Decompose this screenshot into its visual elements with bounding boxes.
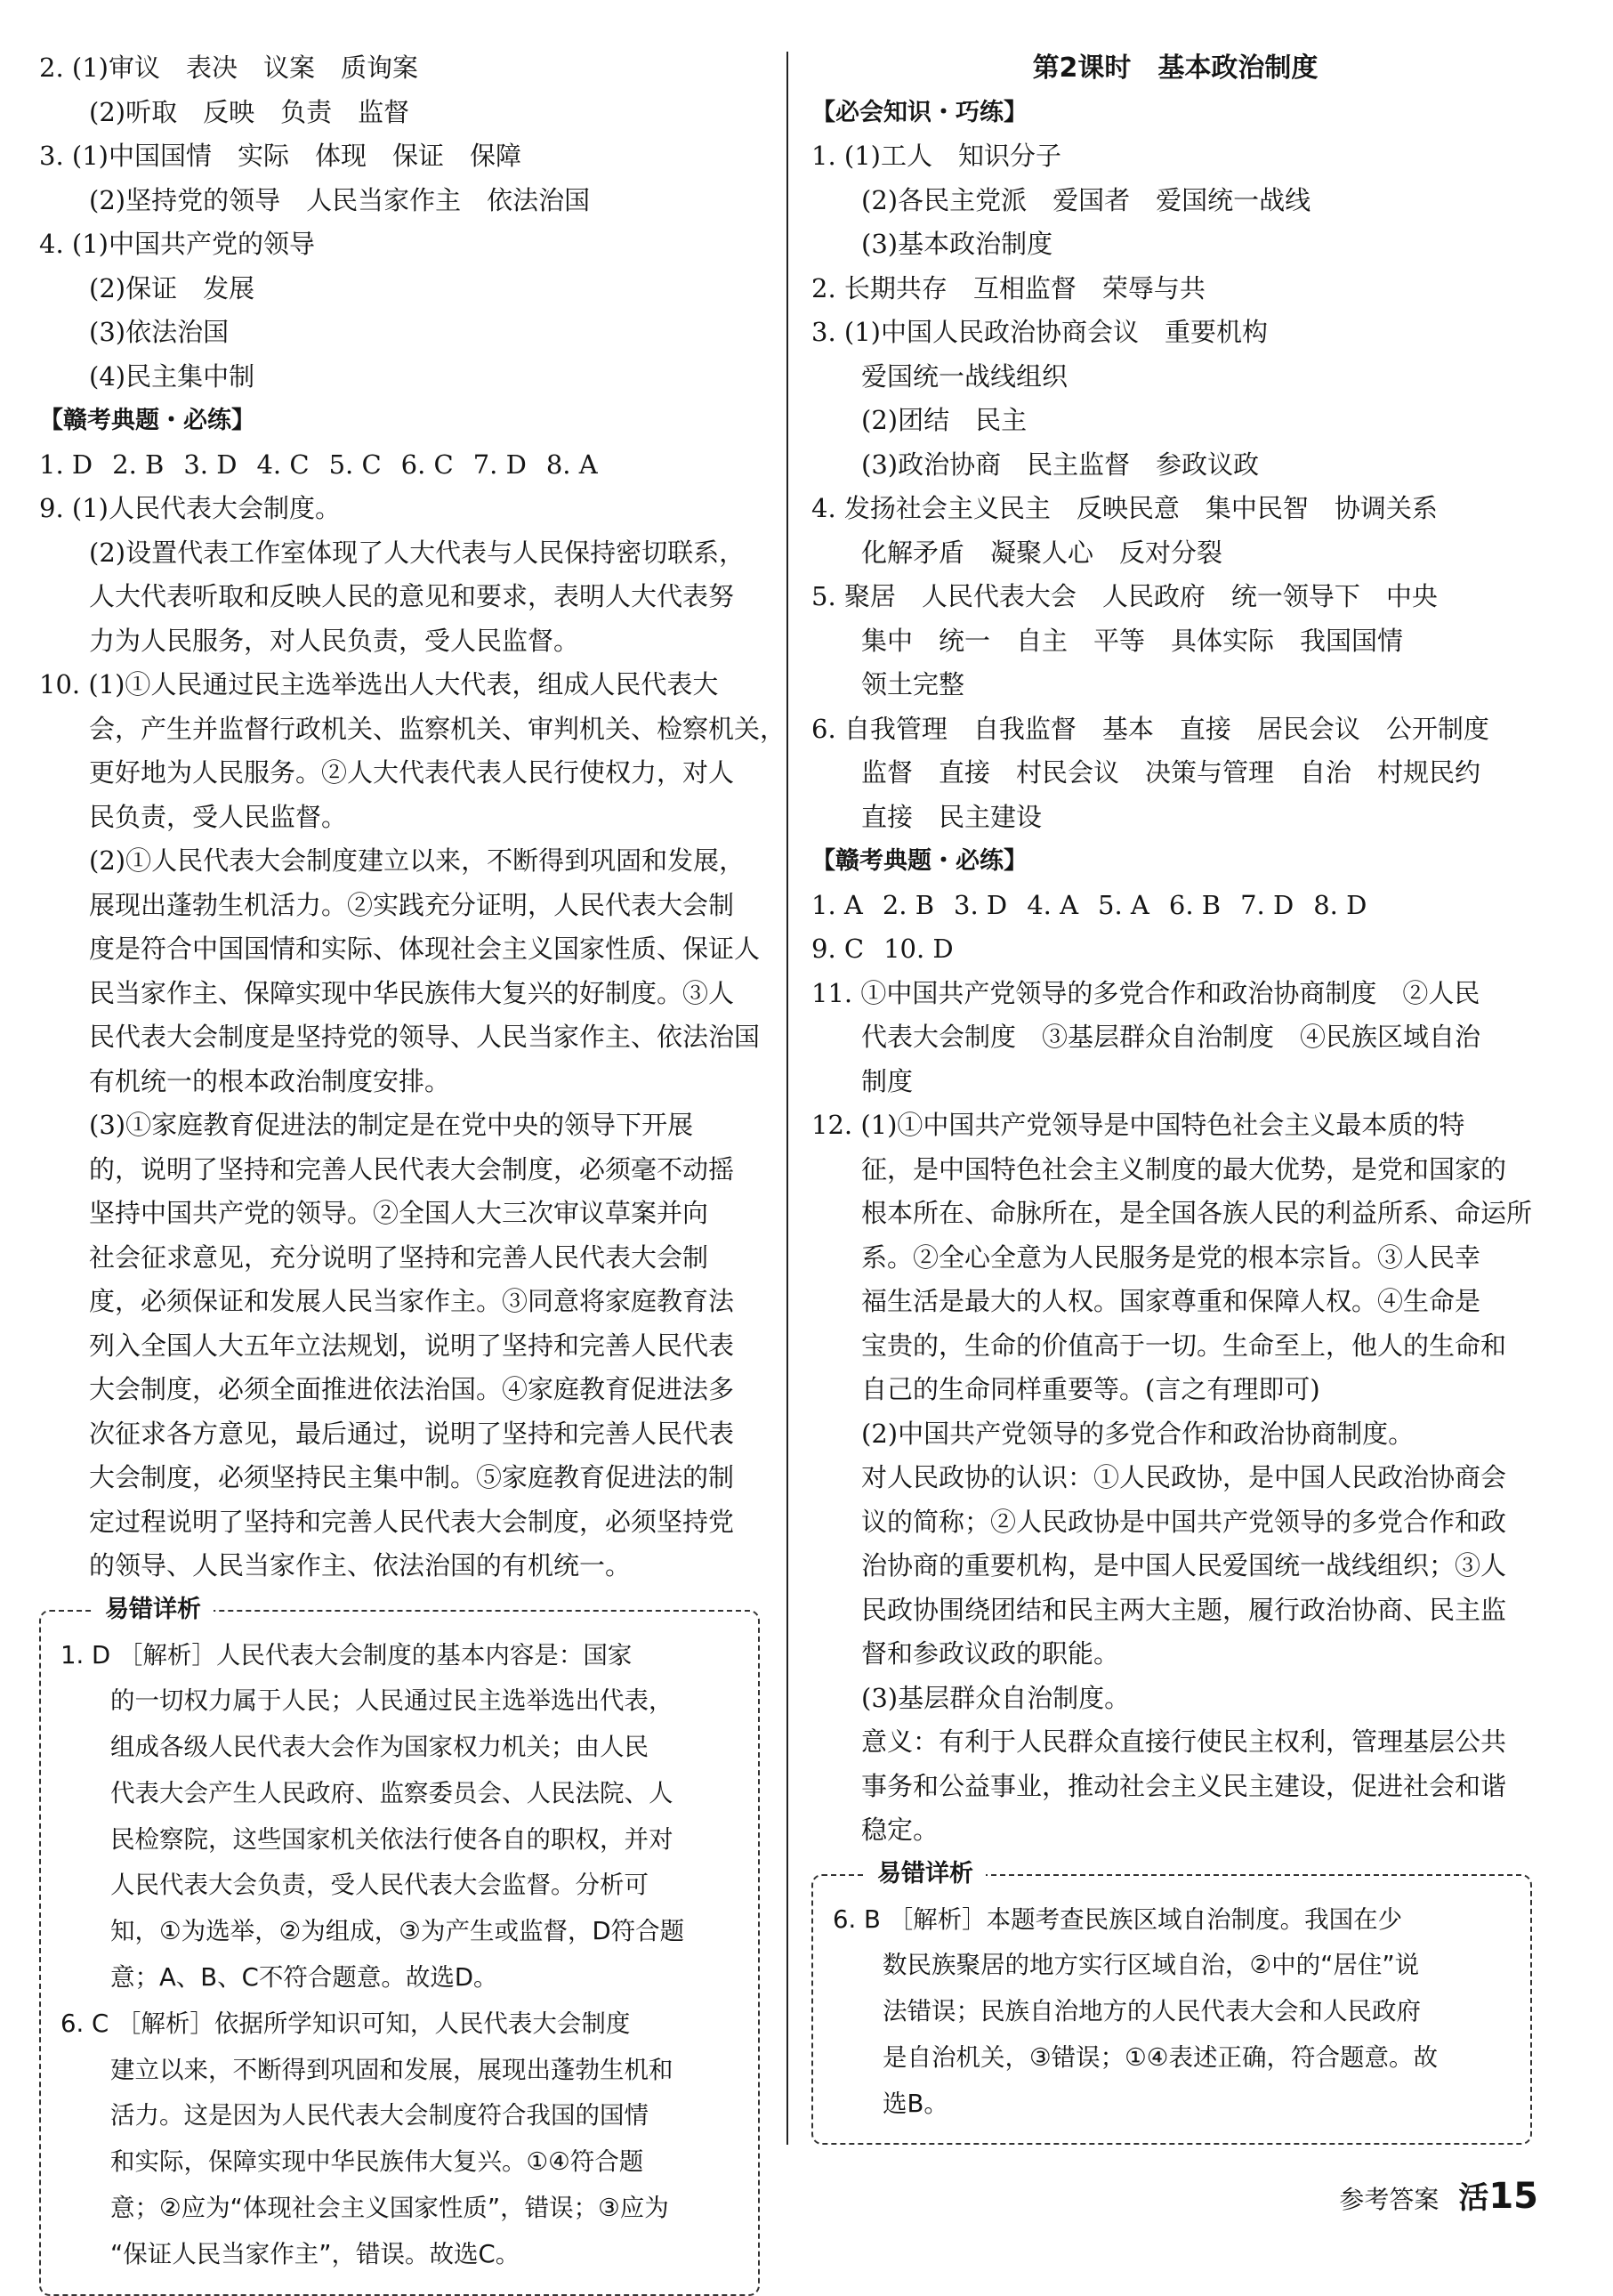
left-q4-line-c: (3)依法治国: [89, 317, 230, 347]
right-q12-line: 自己的生命同样重要等。(言之有理即可): [861, 1374, 1320, 1404]
right-q11-line: 制度: [861, 1065, 914, 1096]
left-q10-line: 次征求各方意见，最后通过，说明了坚持和完善人民代表: [89, 1418, 735, 1449]
lesson-title: 第2课时 基本政治制度: [1032, 53, 1319, 84]
right-q12-line: 议的简称；②人民政协是中国共产党领导的多党合作和政: [861, 1506, 1507, 1537]
left-mc-answers: 1. D 2. B 3. D 4. C 5. C 6. C 7. D 8. A: [39, 449, 598, 480]
left-error-analysis-title: 易错详析: [93, 1594, 214, 1626]
left-q9-line-3: 力为人民服务，对人民负责，受人民监督。: [89, 625, 580, 656]
right-q6-line-b: 监督 直接 村民会议 决策与管理 自治 村规民约: [861, 757, 1481, 788]
left-q10-line: 有机统一的根本政治制度安排。: [89, 1065, 451, 1096]
right-note-line: 选B。: [883, 2089, 948, 2118]
left-q10-line: 定过程说明了坚持和完善人民代表大会制度，必须坚持党: [89, 1506, 735, 1537]
right-q12-line: 根本所在、命脉所在，是全国各族人民的利益所系、命运所: [861, 1198, 1533, 1228]
right-q3-line-b: 爱国统一战线组织: [861, 360, 1069, 392]
right-q5-line-a: 5. 聚居 人民代表大会 人民政府 统一领导下 中央: [811, 581, 1438, 611]
right-q3-line-a: 3. (1)中国人民政治协商会议 重要机构: [811, 317, 1268, 347]
left-q10-line: 大会制度，必须全面推进依法治国。④家庭教育促进法多: [89, 1374, 735, 1404]
right-mc-answers-row2: 9. C 10. D: [811, 934, 954, 964]
right-q2-line-a: 2. 长期共存 互相监督 荣辱与共: [811, 272, 1206, 303]
left-q10-line: 会，产生并监督行政机关、监察机关、审判机关、检察机关，: [89, 713, 786, 744]
column-divider: [786, 52, 788, 2145]
right-q12-line: 治协商的重要机构，是中国人民爱国统一战线组织；③人: [861, 1550, 1507, 1581]
right-q6-line-a: 6. 自我管理 自我监督 基本 直接 居民会议 公开制度: [811, 713, 1489, 744]
left-q4-line-a: 4. (1)中国共产党的领导: [39, 229, 315, 259]
right-column: [811, 46, 1539, 2145]
page-number: 15: [1488, 2176, 1538, 2217]
right-note-line: 是自治机关，③错误；①④表述正确，符合题意。故: [883, 2042, 1438, 2072]
footer-brand: 活: [1458, 2180, 1489, 2216]
right-q5-line-b: 集中 统一 自主 平等 具体实际 我国国情: [861, 625, 1404, 656]
left-q10-line: 列入全国人大五年立法规划，说明了坚持和完善人民代表: [89, 1330, 735, 1361]
footer-label: 参考答案: [1339, 2185, 1440, 2214]
left-q10-line: 民代表大会制度是坚持党的领导、人民当家作主、依法治国: [89, 1022, 761, 1052]
right-q12-line: 事务和公益事业，推动社会主义民主建设，促进社会和谐: [861, 1770, 1507, 1801]
right-section-heading-2: 【赣考典题・必练】: [811, 847, 1028, 875]
right-q12-line: 稳定。: [861, 1815, 940, 1845]
left-q10-line: 度是符合中国国情和实际、体现社会主义国家性质、保证人: [89, 934, 761, 964]
left-q10-line: 民负责，受人民监督。: [89, 801, 348, 832]
left-note-line: 意；A、B、C不符合题意。故选D。: [110, 1963, 498, 1993]
left-q10-line: 的，说明了坚持和完善人民代表大会制度，必须毫不动摇: [89, 1153, 735, 1184]
left-note-line: 1. D ［解析］人民代表大会制度的基本内容是：国家: [60, 1640, 633, 1669]
left-q10-line: (2)①人民代表大会制度建立以来，不断得到巩固和发展，: [89, 845, 746, 876]
right-note-line: 6. B ［解析］本题考查民族区域自治制度。我国在少: [833, 1904, 1403, 1934]
right-q4-line-a: 4. 发扬社会主义民主 反映民意 集中民智 协调关系: [811, 493, 1438, 523]
left-column: [39, 46, 786, 2296]
left-note-line: 民检察院，这些国家机关依法行使各自的职权，并对: [110, 1824, 673, 1854]
left-q10-line: 展现出蓬勃生机活力。②实践充分证明，人民代表大会制: [89, 889, 735, 920]
right-note-line: 数民族聚居的地方实行区域自治，②中的“居住”说: [883, 1951, 1420, 1980]
right-mc-answers-row1: 1. A 2. B 3. D 4. A 5. A 6. B 7. D 8. D: [811, 889, 1367, 920]
right-note-line: 法错误；民族自治地方的人民代表大会和人民政府: [883, 1997, 1421, 2026]
right-q12-line: (3)基层群众自治制度。: [861, 1682, 1131, 1713]
right-q11-line: 代表大会制度 ③基层群众自治制度 ④民族区域自治: [861, 1022, 1481, 1052]
right-q12-line: 征，是中国特色社会主义制度的最大优势，是党和国家的: [861, 1153, 1507, 1184]
right-q12-line: 督和参政议政的职能。: [861, 1638, 1120, 1669]
left-q4-line-b: (2)保证 发展: [89, 272, 255, 303]
left-q9-line-1: (2)设置代表工作室体现了人大代表与人民保持密切联系，: [89, 537, 746, 568]
right-q12-line-first: 12. (1)①中国共产党领导是中国特色社会主义最本质的特: [811, 1110, 1465, 1140]
left-note-line: 组成各级人民代表大会作为国家权力机关；由人民: [110, 1733, 649, 1762]
right-q12-line: 对人民政协的认识：①人民政协，是中国人民政治协商会: [861, 1462, 1507, 1492]
left-section-heading: 【赣考典题・必练】: [39, 407, 255, 434]
left-q10-line: 民当家作主、保障实现中华民族伟大复兴的好制度。③人: [89, 977, 735, 1008]
left-q2-line-a: 2. (1)审议 表决 议案 质询案: [39, 53, 418, 83]
left-q3-line-b: (2)坚持党的领导 人民当家作主 依法治国: [89, 184, 591, 215]
right-q6-line-c: 直接 民主建设: [861, 801, 1043, 832]
left-note-line: 建立以来，不断得到巩固和发展，展现出蓬勃生机和: [110, 2055, 673, 2084]
left-note-line: 和实际，保障实现中华民族伟大复兴。①④符合题: [110, 2147, 644, 2177]
page-footer: [1339, 2175, 1538, 2222]
left-q10-line-first: 10. (1)①人民通过民主选举选出人大代表，组成人民代表大: [39, 669, 719, 699]
left-note-line: 活力。这是因为人民代表大会制度符合我国的国情: [110, 2101, 649, 2130]
left-note-line: 代表大会产生人民政府、监察委员会、人民法院、人: [110, 1778, 673, 1807]
left-q9-line-2: 人大代表听取和反映人民的意见和要求，表明人大代表努: [89, 581, 735, 611]
right-q1-line-b: (2)各民主党派 爱国者 爱国统一战线: [861, 184, 1311, 215]
left-note-line: 人民代表大会负责，受人民代表大会监督。分析可: [110, 1871, 649, 1900]
right-q12-line: 民政协围绕团结和民主两大主题，履行政治协商、民主监: [861, 1594, 1507, 1625]
left-error-analysis-box: [39, 1595, 760, 2296]
right-q12-line: 意义：有利于人民群众直接行使民主权利，管理基层公共: [861, 1726, 1507, 1757]
left-q4-line-d: (4)民主集中制: [89, 360, 255, 392]
left-q10-line: (3)①家庭教育促进法的制定是在党中央的领导下开展: [89, 1110, 694, 1140]
right-error-analysis-box: [811, 1859, 1532, 2146]
right-q12-line: 系。②全心全意为人民服务是党的根本宗旨。③人民幸: [861, 1241, 1481, 1273]
left-q2-line-b: (2)听取 反映 负责 监督: [89, 96, 410, 127]
left-q10-line: 更好地为人民服务。②人大代表代表人民行使权力，对人: [89, 757, 735, 788]
right-q12-line: (2)中国共产党领导的多党合作和政治协商制度。: [861, 1418, 1415, 1449]
left-q10-line: 大会制度，必须坚持民主集中制。⑤家庭教育促进法的制: [89, 1462, 735, 1492]
right-error-analysis-title: 易错详析: [865, 1858, 986, 1890]
right-section-heading-1: 【必会知识・巧练】: [811, 98, 1028, 126]
right-q1-line-c: (3)基本政治制度: [861, 229, 1053, 259]
left-note-line: 6. C ［解析］依据所学知识可知，人民代表大会制度: [60, 2009, 631, 2038]
right-q4-line-b: 化解矛盾 凝聚人心 反对分裂: [861, 537, 1223, 568]
left-q10-line: 社会征求意见，充分说明了坚持和完善人民代表大会制: [89, 1241, 709, 1273]
right-q12-line: 福生活是最大的人权。国家尊重和保障人权。④生命是: [861, 1286, 1481, 1316]
right-q3-line-d: (3)政治协商 民主监督 参政议政: [861, 449, 1260, 480]
right-q12-line: 宝贵的，生命的价值高于一切。生命至上，他人的生命和: [861, 1330, 1507, 1361]
left-q9-line-0: 9. (1)人民代表大会制度。: [39, 493, 341, 523]
left-q10-line: 坚持中国共产党的领导。②全国人大三次审议草案并向: [89, 1198, 709, 1228]
left-q10-line: 的领导、人民当家作主、依法治国的有机统一。: [89, 1550, 632, 1581]
right-q5-line-c: 领土完整: [861, 669, 965, 699]
left-note-line: 意；②应为“体现社会主义国家性质”，错误；③应为: [110, 2194, 669, 2223]
right-q11-line-first: 11. ①中国共产党领导的多党合作和政治协商制度 ②人民: [811, 977, 1480, 1008]
left-note-line: 知，①为选举，②为组成，③为产生或监督，D符合题: [110, 1917, 685, 1946]
left-note-line: “保证人民当家作主”，错误。故选C。: [110, 2239, 520, 2268]
right-q3-line-c: (2)团结 民主: [861, 405, 1028, 435]
left-q10-line: 度，必须保证和发展人民当家作主。③同意将家庭教育法: [89, 1286, 735, 1316]
left-q3-line-a: 3. (1)中国国情 实际 体现 保证 保障: [39, 141, 521, 171]
right-q1-line-a: 1. (1)工人 知识分子: [811, 141, 1061, 171]
left-note-line: 的一切权力属于人民；人民通过民主选举选出代表，: [110, 1686, 673, 1716]
